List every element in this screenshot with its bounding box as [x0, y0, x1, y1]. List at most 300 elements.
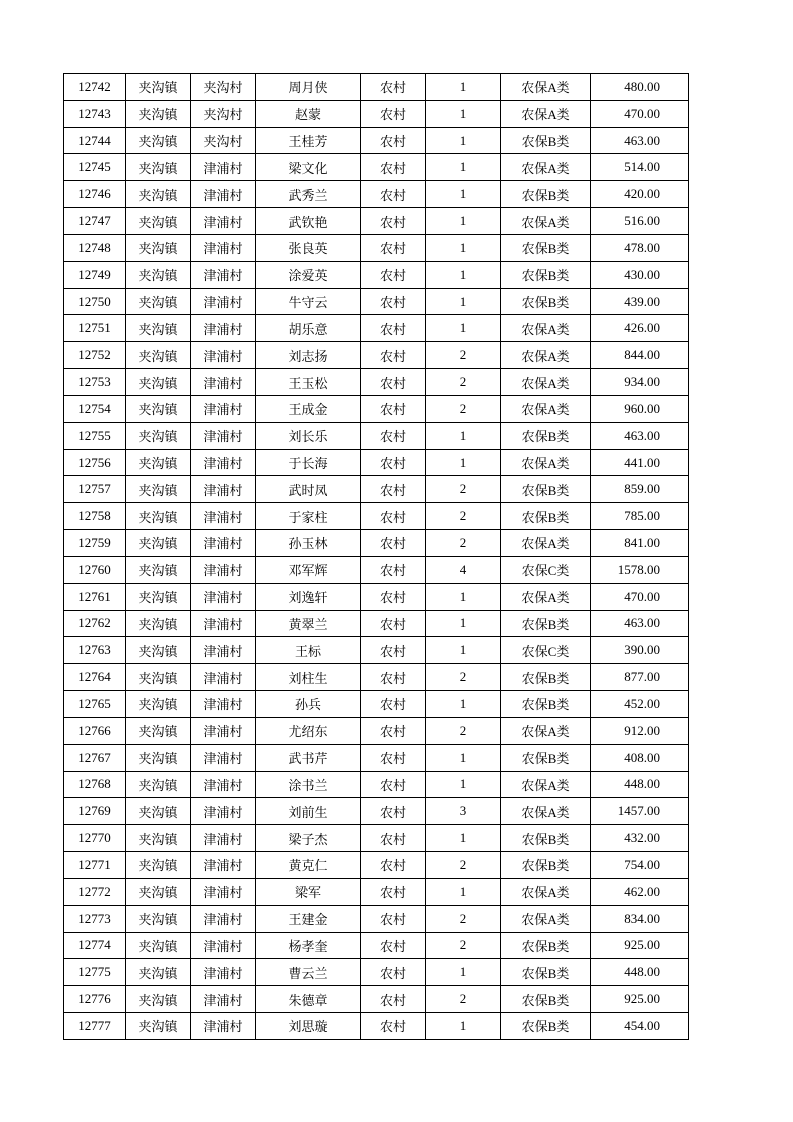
- cell-name: 王桂芳: [256, 127, 361, 154]
- cell-village: 津浦村: [191, 744, 256, 771]
- table-row: [64, 583, 689, 610]
- cell-amount: 441.00: [591, 449, 689, 476]
- cell-id: 12761: [64, 583, 126, 610]
- table-row: [64, 181, 689, 208]
- cell-count: 1: [426, 959, 501, 986]
- table-row: [64, 422, 689, 449]
- cell-count: 1: [426, 878, 501, 905]
- cell-type: 农村: [361, 959, 426, 986]
- cell-amount: 463.00: [591, 127, 689, 154]
- cell-category: 农保B类: [501, 610, 591, 637]
- cell-town: 夹沟镇: [126, 261, 191, 288]
- cell-town: 夹沟镇: [126, 476, 191, 503]
- cell-village: 津浦村: [191, 234, 256, 261]
- cell-village: 津浦村: [191, 503, 256, 530]
- cell-id: 12768: [64, 771, 126, 798]
- cell-name: 于家柱: [256, 503, 361, 530]
- cell-town: 夹沟镇: [126, 503, 191, 530]
- cell-id: 12769: [64, 798, 126, 825]
- cell-village: 夹沟村: [191, 100, 256, 127]
- cell-town: 夹沟镇: [126, 583, 191, 610]
- cell-type: 农村: [361, 395, 426, 422]
- cell-type: 农村: [361, 691, 426, 718]
- cell-id: 12744: [64, 127, 126, 154]
- cell-amount: 448.00: [591, 959, 689, 986]
- cell-type: 农村: [361, 905, 426, 932]
- cell-category: 农保A类: [501, 100, 591, 127]
- cell-town: 夹沟镇: [126, 422, 191, 449]
- cell-town: 夹沟镇: [126, 127, 191, 154]
- cell-amount: 785.00: [591, 503, 689, 530]
- cell-village: 夹沟村: [191, 74, 256, 101]
- cell-category: 农保B类: [501, 959, 591, 986]
- cell-amount: 463.00: [591, 610, 689, 637]
- cell-type: 农村: [361, 342, 426, 369]
- table-row: [64, 1012, 689, 1039]
- cell-village: 津浦村: [191, 154, 256, 181]
- cell-amount: 1578.00: [591, 556, 689, 583]
- table-row: [64, 369, 689, 396]
- cell-name: 牛守云: [256, 288, 361, 315]
- cell-name: 刘志扬: [256, 342, 361, 369]
- cell-category: 农保A类: [501, 315, 591, 342]
- cell-name: 武书芹: [256, 744, 361, 771]
- cell-name: 涂书兰: [256, 771, 361, 798]
- cell-category: 农保A类: [501, 717, 591, 744]
- cell-type: 农村: [361, 449, 426, 476]
- cell-category: 农保B类: [501, 127, 591, 154]
- cell-category: 农保A类: [501, 395, 591, 422]
- cell-count: 1: [426, 771, 501, 798]
- cell-amount: 925.00: [591, 932, 689, 959]
- cell-id: 12750: [64, 288, 126, 315]
- cell-type: 农村: [361, 503, 426, 530]
- table-row: [64, 449, 689, 476]
- cell-count: 1: [426, 449, 501, 476]
- table-row: [64, 234, 689, 261]
- cell-town: 夹沟镇: [126, 717, 191, 744]
- cell-name: 武秀兰: [256, 181, 361, 208]
- cell-id: 12751: [64, 315, 126, 342]
- cell-village: 津浦村: [191, 530, 256, 557]
- table-row: [64, 342, 689, 369]
- table-row: [64, 556, 689, 583]
- cell-type: 农村: [361, 127, 426, 154]
- cell-category: 农保A类: [501, 154, 591, 181]
- cell-village: 津浦村: [191, 610, 256, 637]
- cell-village: 津浦村: [191, 395, 256, 422]
- cell-count: 2: [426, 664, 501, 691]
- cell-village: 津浦村: [191, 986, 256, 1013]
- table-row: [64, 610, 689, 637]
- cell-name: 朱德章: [256, 986, 361, 1013]
- cell-type: 农村: [361, 583, 426, 610]
- cell-name: 刘柱生: [256, 664, 361, 691]
- cell-village: 津浦村: [191, 583, 256, 610]
- cell-amount: 432.00: [591, 825, 689, 852]
- cell-id: 12773: [64, 905, 126, 932]
- cell-id: 12746: [64, 181, 126, 208]
- cell-type: 农村: [361, 637, 426, 664]
- cell-category: 农保A类: [501, 449, 591, 476]
- cell-town: 夹沟镇: [126, 691, 191, 718]
- cell-town: 夹沟镇: [126, 556, 191, 583]
- cell-id: 12766: [64, 717, 126, 744]
- cell-town: 夹沟镇: [126, 771, 191, 798]
- cell-type: 农村: [361, 556, 426, 583]
- cell-town: 夹沟镇: [126, 449, 191, 476]
- table-row: [64, 744, 689, 771]
- cell-village: 津浦村: [191, 905, 256, 932]
- cell-category: 农保A类: [501, 369, 591, 396]
- cell-name: 王成金: [256, 395, 361, 422]
- cell-amount: 439.00: [591, 288, 689, 315]
- cell-id: 12757: [64, 476, 126, 503]
- cell-count: 2: [426, 369, 501, 396]
- cell-town: 夹沟镇: [126, 959, 191, 986]
- cell-village: 津浦村: [191, 369, 256, 396]
- table-row: [64, 825, 689, 852]
- cell-amount: 480.00: [591, 74, 689, 101]
- cell-type: 农村: [361, 261, 426, 288]
- cell-town: 夹沟镇: [126, 825, 191, 852]
- benefits-table: [63, 73, 689, 1040]
- cell-type: 农村: [361, 717, 426, 744]
- cell-town: 夹沟镇: [126, 932, 191, 959]
- cell-village: 津浦村: [191, 959, 256, 986]
- cell-id: 12763: [64, 637, 126, 664]
- cell-village: 津浦村: [191, 208, 256, 235]
- cell-id: 12777: [64, 1012, 126, 1039]
- cell-count: 1: [426, 583, 501, 610]
- table-row: [64, 717, 689, 744]
- cell-count: 1: [426, 691, 501, 718]
- cell-town: 夹沟镇: [126, 234, 191, 261]
- cell-name: 周月侠: [256, 74, 361, 101]
- cell-name: 刘前生: [256, 798, 361, 825]
- cell-type: 农村: [361, 932, 426, 959]
- cell-id: 12742: [64, 74, 126, 101]
- cell-amount: 470.00: [591, 100, 689, 127]
- cell-village: 津浦村: [191, 315, 256, 342]
- cell-count: 1: [426, 1012, 501, 1039]
- table-row: [64, 208, 689, 235]
- cell-category: 农保A类: [501, 208, 591, 235]
- cell-village: 津浦村: [191, 852, 256, 879]
- cell-id: 12767: [64, 744, 126, 771]
- cell-type: 农村: [361, 315, 426, 342]
- cell-town: 夹沟镇: [126, 342, 191, 369]
- cell-id: 12743: [64, 100, 126, 127]
- cell-category: 农保B类: [501, 422, 591, 449]
- cell-amount: 1457.00: [591, 798, 689, 825]
- cell-town: 夹沟镇: [126, 395, 191, 422]
- cell-category: 农保C类: [501, 556, 591, 583]
- cell-type: 农村: [361, 208, 426, 235]
- cell-category: 农保B类: [501, 261, 591, 288]
- cell-category: 农保A类: [501, 878, 591, 905]
- cell-type: 农村: [361, 181, 426, 208]
- cell-count: 1: [426, 288, 501, 315]
- table-row: [64, 154, 689, 181]
- cell-name: 涂爱英: [256, 261, 361, 288]
- cell-count: 1: [426, 74, 501, 101]
- cell-id: 12753: [64, 369, 126, 396]
- cell-category: 农保B类: [501, 691, 591, 718]
- cell-village: 津浦村: [191, 691, 256, 718]
- cell-name: 刘长乐: [256, 422, 361, 449]
- cell-count: 2: [426, 717, 501, 744]
- cell-category: 农保B类: [501, 181, 591, 208]
- cell-amount: 516.00: [591, 208, 689, 235]
- cell-town: 夹沟镇: [126, 1012, 191, 1039]
- cell-type: 农村: [361, 1012, 426, 1039]
- cell-name: 赵蒙: [256, 100, 361, 127]
- cell-town: 夹沟镇: [126, 369, 191, 396]
- cell-village: 津浦村: [191, 288, 256, 315]
- cell-village: 津浦村: [191, 771, 256, 798]
- cell-amount: 470.00: [591, 583, 689, 610]
- cell-category: 农保A类: [501, 583, 591, 610]
- cell-name: 杨孝奎: [256, 932, 361, 959]
- cell-town: 夹沟镇: [126, 530, 191, 557]
- cell-amount: 859.00: [591, 476, 689, 503]
- cell-name: 王玉松: [256, 369, 361, 396]
- cell-amount: 844.00: [591, 342, 689, 369]
- cell-name: 邓军辉: [256, 556, 361, 583]
- cell-village: 津浦村: [191, 556, 256, 583]
- cell-amount: 934.00: [591, 369, 689, 396]
- cell-category: 农保B类: [501, 852, 591, 879]
- cell-category: 农保B类: [501, 932, 591, 959]
- cell-name: 武钦艳: [256, 208, 361, 235]
- table-row: [64, 476, 689, 503]
- cell-town: 夹沟镇: [126, 208, 191, 235]
- cell-amount: 390.00: [591, 637, 689, 664]
- cell-village: 津浦村: [191, 476, 256, 503]
- cell-town: 夹沟镇: [126, 986, 191, 1013]
- table-row: [64, 798, 689, 825]
- table-row: [64, 503, 689, 530]
- cell-type: 农村: [361, 986, 426, 1013]
- cell-name: 武时凤: [256, 476, 361, 503]
- cell-village: 津浦村: [191, 637, 256, 664]
- cell-town: 夹沟镇: [126, 664, 191, 691]
- cell-category: 农保B类: [501, 234, 591, 261]
- cell-name: 胡乐意: [256, 315, 361, 342]
- cell-category: 农保B类: [501, 288, 591, 315]
- cell-name: 曹云兰: [256, 959, 361, 986]
- cell-town: 夹沟镇: [126, 852, 191, 879]
- cell-category: 农保B类: [501, 476, 591, 503]
- cell-id: 12754: [64, 395, 126, 422]
- cell-name: 刘逸轩: [256, 583, 361, 610]
- cell-count: 2: [426, 476, 501, 503]
- cell-town: 夹沟镇: [126, 905, 191, 932]
- cell-village: 津浦村: [191, 664, 256, 691]
- cell-village: 津浦村: [191, 261, 256, 288]
- cell-village: 津浦村: [191, 1012, 256, 1039]
- cell-type: 农村: [361, 878, 426, 905]
- cell-town: 夹沟镇: [126, 74, 191, 101]
- table-row: [64, 637, 689, 664]
- table-row: [64, 852, 689, 879]
- cell-id: 12747: [64, 208, 126, 235]
- cell-category: 农保A类: [501, 905, 591, 932]
- cell-town: 夹沟镇: [126, 315, 191, 342]
- cell-count: 1: [426, 825, 501, 852]
- cell-type: 农村: [361, 154, 426, 181]
- cell-id: 12772: [64, 878, 126, 905]
- cell-type: 农村: [361, 288, 426, 315]
- cell-category: 农保A类: [501, 342, 591, 369]
- cell-type: 农村: [361, 798, 426, 825]
- cell-type: 农村: [361, 100, 426, 127]
- cell-name: 刘思璇: [256, 1012, 361, 1039]
- cell-village: 津浦村: [191, 825, 256, 852]
- cell-id: 12770: [64, 825, 126, 852]
- cell-town: 夹沟镇: [126, 798, 191, 825]
- cell-id: 12764: [64, 664, 126, 691]
- cell-count: 1: [426, 234, 501, 261]
- cell-name: 尤绍东: [256, 717, 361, 744]
- cell-amount: 452.00: [591, 691, 689, 718]
- cell-amount: 877.00: [591, 664, 689, 691]
- cell-amount: 420.00: [591, 181, 689, 208]
- cell-village: 津浦村: [191, 449, 256, 476]
- cell-category: 农保A类: [501, 798, 591, 825]
- cell-count: 2: [426, 932, 501, 959]
- cell-type: 农村: [361, 530, 426, 557]
- cell-type: 农村: [361, 234, 426, 261]
- cell-amount: 960.00: [591, 395, 689, 422]
- cell-count: 1: [426, 181, 501, 208]
- cell-type: 农村: [361, 771, 426, 798]
- table-row: [64, 986, 689, 1013]
- cell-town: 夹沟镇: [126, 288, 191, 315]
- cell-id: 12755: [64, 422, 126, 449]
- cell-town: 夹沟镇: [126, 154, 191, 181]
- cell-count: 1: [426, 154, 501, 181]
- cell-village: 津浦村: [191, 932, 256, 959]
- cell-id: 12756: [64, 449, 126, 476]
- cell-name: 王建金: [256, 905, 361, 932]
- table-row: [64, 878, 689, 905]
- cell-count: 1: [426, 744, 501, 771]
- cell-count: 1: [426, 610, 501, 637]
- table-row: [64, 261, 689, 288]
- cell-amount: 841.00: [591, 530, 689, 557]
- cell-category: 农保B类: [501, 503, 591, 530]
- cell-id: 12776: [64, 986, 126, 1013]
- cell-count: 1: [426, 261, 501, 288]
- cell-category: 农保A类: [501, 74, 591, 101]
- cell-count: 1: [426, 127, 501, 154]
- cell-count: 1: [426, 315, 501, 342]
- cell-town: 夹沟镇: [126, 744, 191, 771]
- cell-name: 黄翠兰: [256, 610, 361, 637]
- cell-amount: 462.00: [591, 878, 689, 905]
- cell-amount: 408.00: [591, 744, 689, 771]
- cell-type: 农村: [361, 369, 426, 396]
- cell-village: 津浦村: [191, 342, 256, 369]
- cell-village: 津浦村: [191, 181, 256, 208]
- cell-id: 12749: [64, 261, 126, 288]
- cell-village: 津浦村: [191, 798, 256, 825]
- cell-count: 1: [426, 422, 501, 449]
- cell-category: 农保B类: [501, 664, 591, 691]
- cell-count: 2: [426, 852, 501, 879]
- cell-amount: 834.00: [591, 905, 689, 932]
- table-row: [64, 905, 689, 932]
- cell-count: 1: [426, 208, 501, 235]
- cell-type: 农村: [361, 422, 426, 449]
- cell-category: 农保B类: [501, 1012, 591, 1039]
- cell-id: 12760: [64, 556, 126, 583]
- cell-count: 3: [426, 798, 501, 825]
- cell-category: 农保B类: [501, 744, 591, 771]
- cell-amount: 478.00: [591, 234, 689, 261]
- cell-name: 梁子杰: [256, 825, 361, 852]
- cell-town: 夹沟镇: [126, 100, 191, 127]
- cell-count: 2: [426, 986, 501, 1013]
- cell-amount: 426.00: [591, 315, 689, 342]
- cell-category: 农保B类: [501, 825, 591, 852]
- cell-amount: 448.00: [591, 771, 689, 798]
- cell-amount: 754.00: [591, 852, 689, 879]
- cell-amount: 912.00: [591, 717, 689, 744]
- cell-count: 2: [426, 503, 501, 530]
- table-row: [64, 959, 689, 986]
- cell-id: 12745: [64, 154, 126, 181]
- table-row: [64, 100, 689, 127]
- table-row: [64, 395, 689, 422]
- cell-amount: 514.00: [591, 154, 689, 181]
- cell-count: 4: [426, 556, 501, 583]
- cell-name: 王标: [256, 637, 361, 664]
- cell-name: 孙兵: [256, 691, 361, 718]
- table-body: [64, 74, 689, 1040]
- cell-id: 12765: [64, 691, 126, 718]
- cell-type: 农村: [361, 664, 426, 691]
- cell-town: 夹沟镇: [126, 878, 191, 905]
- cell-town: 夹沟镇: [126, 181, 191, 208]
- cell-village: 夹沟村: [191, 127, 256, 154]
- cell-category: 农保B类: [501, 986, 591, 1013]
- cell-id: 12748: [64, 234, 126, 261]
- cell-count: 2: [426, 530, 501, 557]
- cell-amount: 925.00: [591, 986, 689, 1013]
- cell-amount: 463.00: [591, 422, 689, 449]
- cell-id: 12775: [64, 959, 126, 986]
- cell-id: 12759: [64, 530, 126, 557]
- cell-type: 农村: [361, 744, 426, 771]
- cell-count: 1: [426, 637, 501, 664]
- cell-type: 农村: [361, 852, 426, 879]
- cell-id: 12774: [64, 932, 126, 959]
- table-row: [64, 315, 689, 342]
- cell-id: 12771: [64, 852, 126, 879]
- cell-category: 农保A类: [501, 771, 591, 798]
- cell-village: 津浦村: [191, 717, 256, 744]
- cell-name: 黄克仁: [256, 852, 361, 879]
- cell-town: 夹沟镇: [126, 610, 191, 637]
- cell-town: 夹沟镇: [126, 637, 191, 664]
- cell-name: 梁文化: [256, 154, 361, 181]
- table-row: [64, 932, 689, 959]
- cell-count: 2: [426, 342, 501, 369]
- cell-type: 农村: [361, 476, 426, 503]
